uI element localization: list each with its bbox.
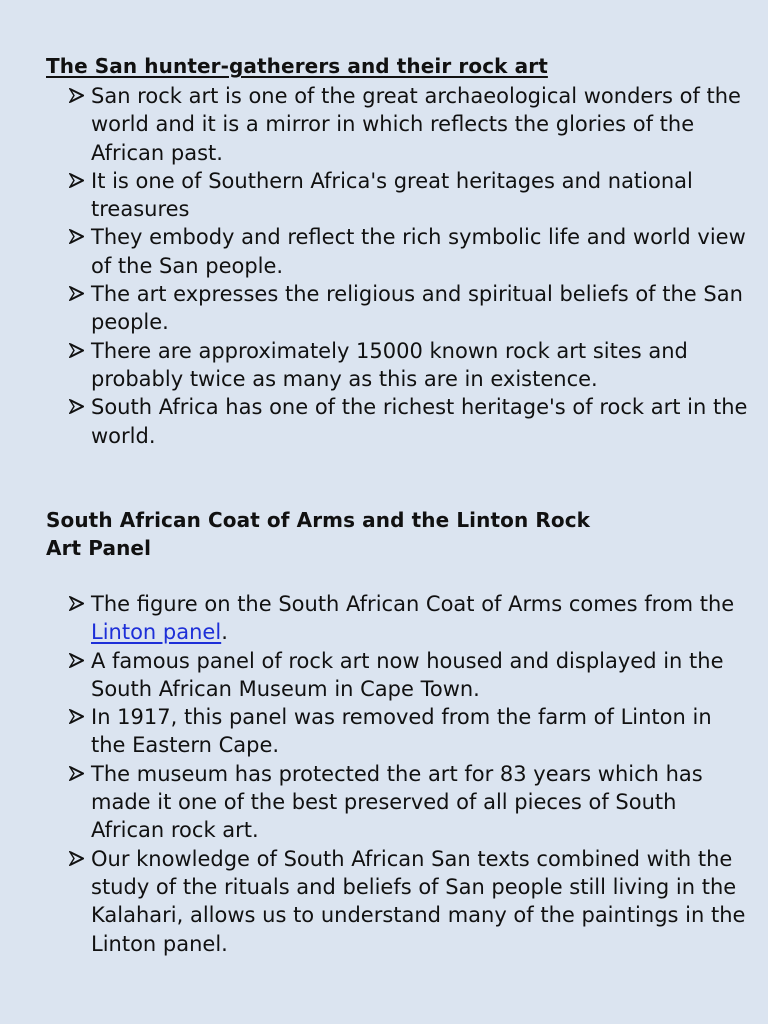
bullet-list-san-rock-art bbox=[68, 82, 748, 450]
arrowhead-bullet-icon bbox=[69, 766, 84, 781]
bullet-text: Our knowledge of South African San texts combined with the study of the rituals and beliefs of San people still living in the Kalahari, allows us to understand many of the paintings in the Linton panel. bbox=[91, 846, 746, 956]
arrowhead-bullet-icon bbox=[69, 596, 84, 611]
arrowhead-bullet-icon bbox=[69, 851, 84, 866]
bullet-text: The museum has protected the art for 83 years which has made it one of the best preserved of all pieces of South African rock art. bbox=[91, 761, 703, 843]
bullet-text: San rock art is one of the great archaeological wonders of the world and it is a mirror in which reflects the glories of the African past. bbox=[91, 84, 741, 165]
arrowhead-bullet-icon bbox=[69, 88, 84, 103]
list-item bbox=[68, 223, 748, 280]
list-item bbox=[68, 703, 748, 760]
list-item bbox=[68, 337, 748, 394]
bullet-list-linton-panel bbox=[68, 590, 748, 958]
bullet-text: There are approximately 15000 known rock art sites and probably twice as many as this are in existence. bbox=[91, 338, 688, 391]
bullet-text: The figure on the South African Coat of Arms comes from the bbox=[91, 592, 735, 616]
section-title-line-1: South African Coat of Arms and the Linton Rock bbox=[46, 508, 591, 532]
list-item bbox=[68, 82, 748, 167]
arrowhead-bullet-icon bbox=[69, 343, 84, 358]
list-item bbox=[68, 393, 748, 450]
linton-panel-link[interactable]: Linton panel bbox=[91, 620, 222, 645]
list-item bbox=[68, 590, 748, 647]
arrowhead-bullet-icon bbox=[69, 399, 84, 414]
list-item bbox=[68, 845, 748, 958]
arrowhead-bullet-icon bbox=[69, 229, 84, 244]
bullet-text-end: . bbox=[221, 620, 228, 645]
list-item bbox=[68, 760, 748, 845]
list-item bbox=[68, 167, 748, 224]
bullet-text: It is one of Southern Africa's great heritages and national treasures bbox=[91, 168, 693, 222]
bullet-text: In 1917, this panel was removed from the farm of Linton in the Eastern Cape. bbox=[91, 705, 712, 758]
section-title-coat-of-arms bbox=[46, 506, 590, 562]
list-item bbox=[68, 280, 748, 337]
bullet-text: A famous panel of rock art now housed and displayed in the South African Museum in Cape Town. bbox=[91, 648, 724, 701]
bullet-text: South Africa has one of the richest heritage's of rock art in the world. bbox=[91, 395, 748, 448]
arrowhead-bullet-icon bbox=[69, 653, 84, 668]
arrowhead-bullet-icon bbox=[69, 709, 84, 724]
bullet-text: They embody and reflect the rich symbolic life and world view of the San people. bbox=[91, 225, 746, 278]
arrowhead-bullet-icon bbox=[69, 286, 84, 301]
bullet-text: The art expresses the religious and spiritual beliefs of the San people. bbox=[91, 282, 743, 335]
section-title-line-2: Art Panel bbox=[46, 536, 152, 560]
list-item bbox=[68, 647, 748, 704]
section-title-san-rock-art: The San hunter-gatherers and their rock art bbox=[46, 54, 548, 78]
arrowhead-bullet-icon bbox=[69, 173, 84, 188]
